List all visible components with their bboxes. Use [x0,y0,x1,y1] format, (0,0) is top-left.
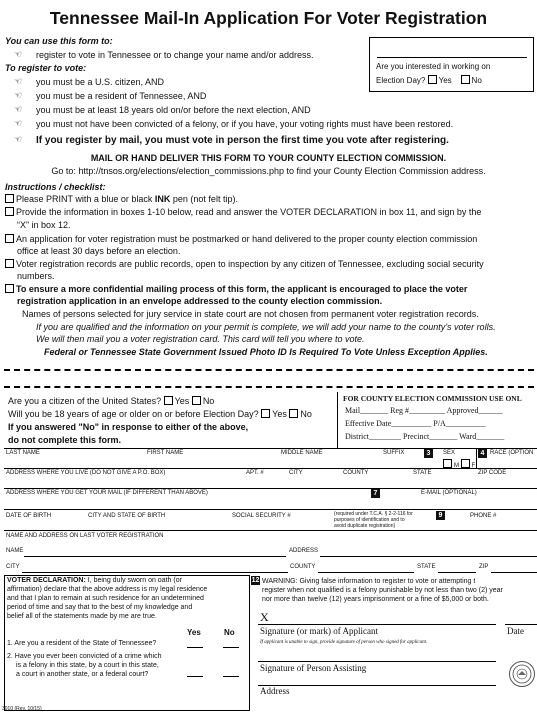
declaration-q1: 1. Are you a resident of the State of Tennessee? [7,640,157,647]
cut-line [4,369,534,371]
apt-label: APT. # [246,470,264,476]
hand-pointer-icon: ☜ [14,76,23,86]
qualified-note: If you are qualified and the information on your permit is complete, we will add your name to the county’s voter rolls. [36,322,496,332]
seal-emblem-icon [510,662,534,686]
photo-id-note: Federal or Tennessee State Government Issued Photo ID Is Required To Vote Unless Exception Applies. [44,347,488,357]
declaration-line-2: affirmation) declare that the above address is my legal residence [7,586,208,593]
hand-pointer-icon: ☜ [14,90,23,100]
checkbox-icon [5,207,14,216]
age-no-checkbox[interactable] [289,409,298,418]
state-label: STATE [413,470,432,476]
declaration-line-5: belief all of the statements made by me are true. [7,613,157,620]
birthplace-label: CITY AND STATE OF BIRTH [88,513,166,519]
requirement-item: you must be a resident of Tennessee, AND [36,91,207,101]
suffix-label: SUFFIX [383,450,405,456]
hand-pointer-icon: ☜ [14,134,23,144]
county-use-heading: FOR COUNTY ELECTION COMMISSION USE ONL [343,394,522,403]
declaration-no-header: No [224,628,235,637]
unable-to-sign-note: If applicant is unable to sign, provide signature of person who signed for applicant. [260,640,428,645]
address-line[interactable] [258,685,496,686]
assistant-signature-line[interactable] [258,661,496,662]
q1-no-blank[interactable] [223,647,239,648]
declaration-line-1: VOTER DECLARATION: I, being duly sworn on oath (or [7,577,182,584]
sex-f-checkbox[interactable] [461,459,470,468]
sex-options: M F [443,459,475,469]
q-age: Will you be 18 years of age or older on or before Election Day? Yes No [8,409,312,419]
mailing-address-label: ADDRESS WHERE YOU GET YOUR MAIL (IF DIFFERENT THAN ABOVE) [6,490,208,496]
qualified-note-2: We will then mail you a voter registration card. This card will tell you where to vote. [36,334,365,344]
requirements-heading: To register to vote: [5,63,87,73]
first-name-label: FIRST NAME [147,450,184,456]
declaration-q2: 2. Have you ever been convicted of a crime which [7,653,162,660]
instruction-1: Please PRINT with a blue or black INK pen (not felt tip). [5,194,238,204]
uses-item: register to vote in Tennessee or to change your name and/or address. [36,50,314,60]
declaration-q2-3: a court in another state, or a federal court? [16,671,149,678]
no-warning-2: do not complete this form. [8,435,122,445]
sex-m-checkbox[interactable] [443,459,452,468]
warning-line-1: WARNING: Giving false information to register to vote or attempting t [262,578,476,585]
q2-yes-blank[interactable] [187,676,203,677]
county-use-row-3: District________ Precinct_______ Ward_______ [345,432,505,441]
election-day-line [377,57,527,58]
instruction-5b: registration application in an envelope addressed to the county election commission. [17,296,383,306]
box-number-12: 12 [251,577,260,584]
box-number-3: 3 [424,449,433,458]
declaration-line-3: and that I plan to remain at such residence for an undetermined [7,595,204,602]
date-line[interactable] [505,624,537,625]
citizen-yes-checkbox[interactable] [164,396,173,405]
checkbox-icon [5,194,14,203]
checkbox-icon [5,259,14,268]
middle-name-label: MIDDLE NAME [281,450,323,456]
last-reg-county-label: COUNTY [290,564,316,570]
q2-no-blank[interactable] [223,676,239,677]
assistant-signature-label: Signature of Person Assisting [260,663,367,673]
applicant-signature-label: Signature (or mark) of Applicant [260,626,378,636]
race-label: RACE (OPTION [490,450,534,456]
last-registration-label: NAME AND ADDRESS ON LAST VOTER REGISTRATION [6,533,164,539]
box-number-4: 4 [478,449,487,458]
instruction-5: To ensure a more confidential mailing process of this form, the applicant is encouraged to place the voter [5,284,467,294]
signature-x-mark: X [260,610,269,624]
last-reg-address-label: ADDRESS [289,548,319,554]
q-citizen: Are you a citizen of the United States? Yes No [8,396,215,406]
instruction-4b: numbers. [17,271,55,281]
election-day-question-2: Election Day? Yes No [376,76,482,85]
residence-address-label: ADDRESS WHERE YOU LIVE (DO NOT GIVE A P.O. BOX) [6,470,166,476]
hand-pointer-icon: ☜ [14,49,23,59]
requirement-item: you must be a U.S. citizen, AND [36,77,165,87]
instruction-4: Voter registration records are public records, open to inspection by any citizen of Tennessee, excluding social security [5,259,484,269]
dob-label: DATE OF BIRTH [6,513,52,519]
last-reg-zip-label: ZIP [479,564,489,570]
requirement-item: you must not have been convicted of a felony, or if you have, your voting rights must have been restored. [36,119,454,129]
last-reg-city-label: CITY [6,564,20,570]
election-day-no-checkbox[interactable] [461,75,470,84]
mail-note: If you register by mail, you must vote in person the first time you vote after registering. [36,135,449,146]
warning-line-3: nor more than twelve (12) years imprisonment or a fine of $5,000 or both. [262,596,489,603]
age-yes-checkbox[interactable] [261,409,270,418]
box-number-9: 9 [436,511,445,520]
election-day-question: Are you interested in working on [376,62,491,71]
ssn-note-3: avoid duplicate registration) [334,523,396,529]
goto-note: Go to: http://tnsos.org/elections/election_commissions.php to find your County Election Commission address. [51,166,486,176]
election-day-yes-checkbox[interactable] [428,75,437,84]
form-code: 3010 (Rev. 10/15) [2,706,42,712]
page-title: Tennessee Mail-In Application For Voter Registration [49,8,488,28]
instruction-3b: office at least 30 days before an election. [17,246,181,256]
county-use-divider [337,392,338,448]
declaration-line-4: period of time and say that to the best of my knowledge and [7,604,193,611]
email-label: E-MAIL (OPTIONAL) [421,490,477,496]
last-reg-state-label: STATE [417,564,436,570]
no-warning: If you answered "No" in response to either of the above, [8,422,249,432]
checkbox-icon [5,284,14,293]
citizen-no-checkbox[interactable] [192,396,201,405]
zip-label: ZIP CODE [478,470,507,476]
state-seal-icon [509,661,535,687]
city-label: CITY [289,470,303,476]
county-use-row-2: Effective Date__________ P/A__________ [345,419,486,428]
ssn-note: (required under T.C.A. § 2-2-116 for [334,511,413,517]
checkbox-icon [5,234,14,243]
uses-heading: You can use this form to: [5,36,113,46]
q1-yes-blank[interactable] [187,647,203,648]
applicant-signature-line[interactable] [258,624,496,625]
address-label: Address [260,686,290,696]
requirement-item: you must be at least 18 years old on/or before the next election, AND [36,105,311,115]
county-use-row-1: Mail_______ Reg #_________ Approved______ [345,406,503,415]
declaration-q2-2: is a felony in this state, by a court in this state, [16,662,159,669]
cut-line [4,386,534,388]
instruction-3: An application for voter registration must be postmarked or hand delivered to the proper county election commission [5,234,477,244]
sex-label: SEX [443,450,456,456]
ssn-note-2: purposes of identification and to [334,517,405,523]
county-label: COUNTY [343,470,369,476]
instructions-heading: Instructions / checklist: [5,182,106,192]
phone-label: PHONE # [470,513,497,519]
box-number-7: 7 [371,489,380,498]
jury-note: Names of persons selected for jury service in state court are not chosen from permanent voter registration records. [22,309,479,319]
ssn-label: SOCIAL SECURITY # [232,513,291,519]
hand-pointer-icon: ☜ [14,118,23,128]
instruction-2b: “X” in box 12. [17,220,71,230]
instruction-2: Provide the information in boxes 1-10 below, read and answer the VOTER DECLARATION in box 11, and sign by the [5,207,481,217]
date-label: Date [507,626,524,636]
warning-line-2: register when not qualified is a felony punishable by not less than two (2) year [262,587,503,594]
hand-pointer-icon: ☜ [14,104,23,114]
declaration-yes-header: Yes [187,628,201,637]
last-reg-name-label: NAME [6,548,24,554]
deliver-note: MAIL OR HAND DELIVER THIS FORM TO YOUR COUNTY ELECTION COMMISSION. [90,153,447,163]
last-name-label: LAST NAME [6,450,40,456]
